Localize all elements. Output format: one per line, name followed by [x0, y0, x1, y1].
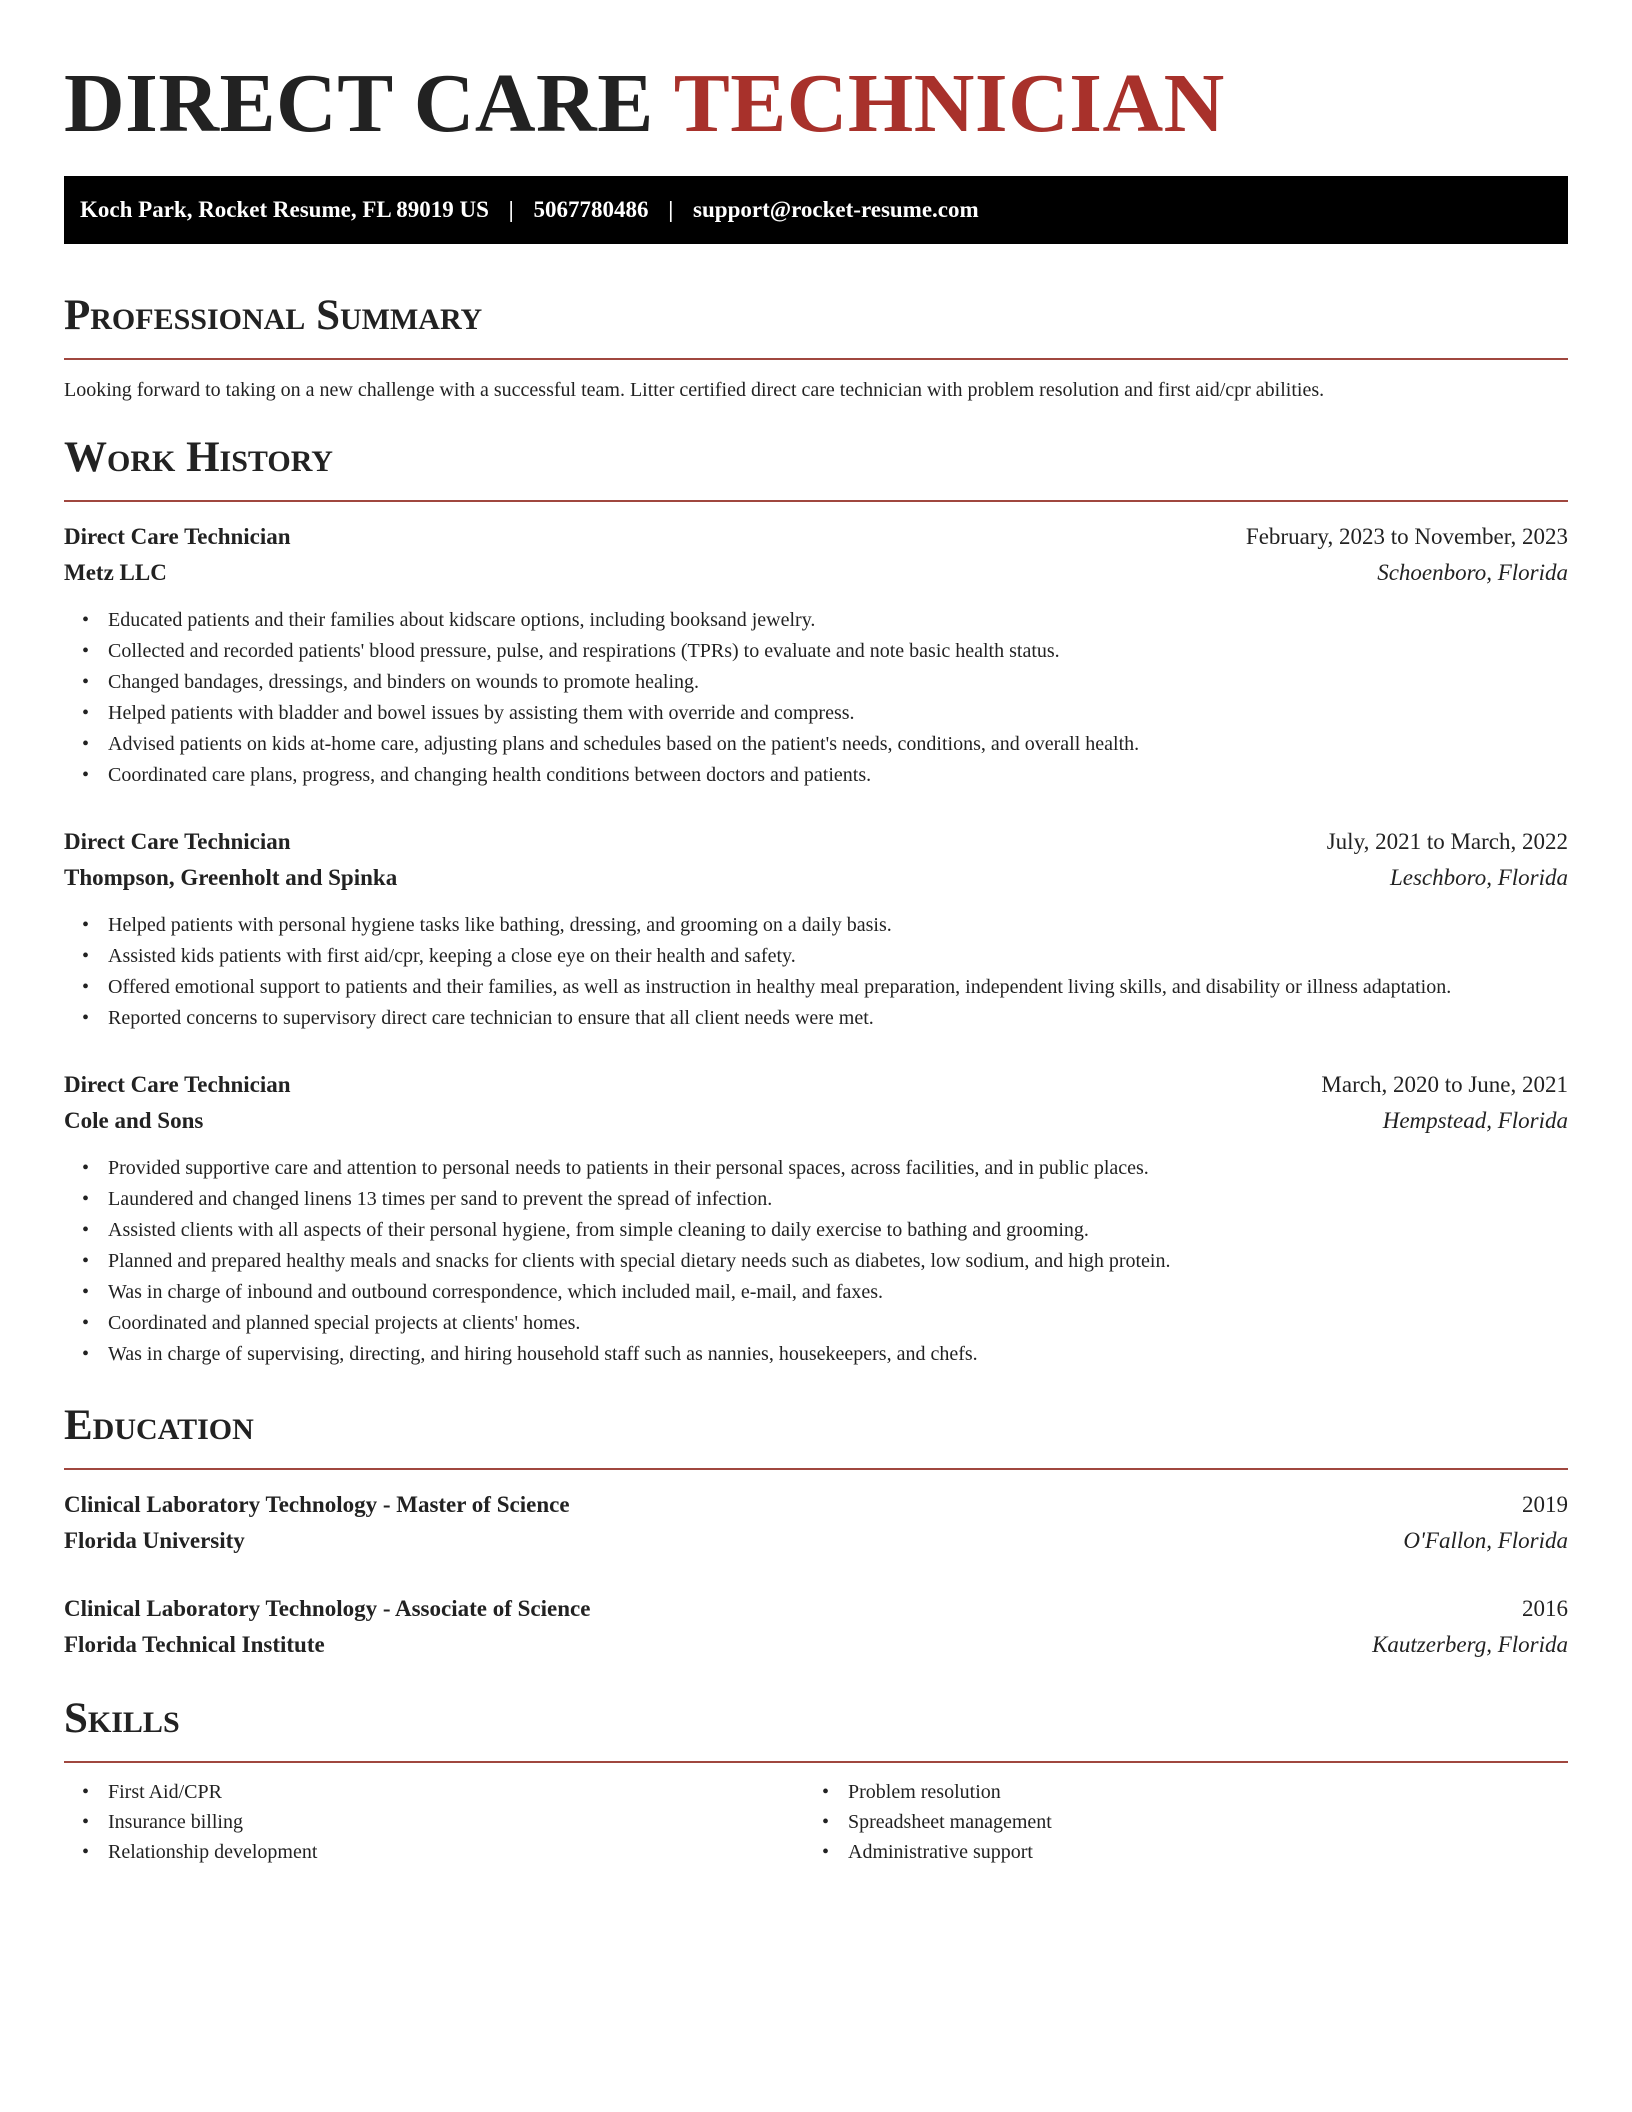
education-year: 2016	[1522, 1596, 1568, 1621]
list-item: • Reported concerns to supervisory direct care technician to ensure that all client needs were met.	[108, 1003, 1568, 1034]
title-part-2: TECHNICIAN	[673, 57, 1225, 150]
job-title: Direct Care Technician	[64, 829, 291, 854]
skills-column-left	[64, 1777, 804, 1867]
education-year: 2019	[1522, 1492, 1568, 1517]
education-heading: Education	[64, 1402, 254, 1449]
list-item: • Offered emotional support to patients and their families, as well as instruction in healthy meal preparation, independent living skills, and disability or illness adaptation.	[108, 972, 1568, 1003]
education-entry	[64, 1487, 1568, 1559]
job-dates: July, 2021 to March, 2022	[1326, 829, 1568, 854]
list-item: • Was in charge of supervising, directing, and hiring household staff such as nannies, housekeepers, and chefs.	[108, 1339, 1568, 1370]
list-item: • Educated patients and their families about kidscare options, including booksand jewelry.	[108, 605, 1568, 636]
job-entry	[64, 519, 1568, 791]
list-item: • Collected and recorded patients' blood pressure, pulse, and respirations (TPRs) to evaluate and note basic health status.	[108, 636, 1568, 667]
list-item: • Was in charge of inbound and outbound correspondence, which included mail, e-mail, and faxes.	[108, 1277, 1568, 1308]
education-location: O'Fallon, Florida	[1403, 1528, 1568, 1553]
job-bullets	[64, 605, 1568, 791]
education-degree: Clinical Laboratory Technology - Associate of Science	[64, 1596, 591, 1621]
work-history-heading: Work History	[64, 434, 333, 481]
skills-heading: Skills	[64, 1695, 180, 1742]
job-location: Leschboro, Florida	[1389, 865, 1568, 890]
section-divider	[64, 500, 1568, 502]
section-divider	[64, 1468, 1568, 1470]
list-item: • Helped patients with bladder and bowel issues by assisting them with override and compress.	[108, 698, 1568, 729]
contact-phone: 5067780486	[533, 197, 649, 222]
job-dates: February, 2023 to November, 2023	[1245, 524, 1568, 549]
education-degree: Clinical Laboratory Technology - Master of Science	[64, 1492, 570, 1517]
job-title: Direct Care Technician	[64, 1072, 291, 1097]
list-item: • Provided supportive care and attention to personal needs to patients in their personal spaces, across facilities, and in public places.	[108, 1153, 1568, 1184]
job-bullets	[64, 910, 1568, 1034]
skill-item: • Administrative support	[848, 1837, 1544, 1867]
job-location: Schoenboro, Florida	[1377, 560, 1568, 585]
list-item: • Helped patients with personal hygiene tasks like bathing, dressing, and grooming on a daily basis.	[108, 910, 1568, 941]
job-title: Direct Care Technician	[64, 524, 291, 549]
skills-grid	[64, 1777, 1568, 1867]
job-bullets	[64, 1153, 1568, 1370]
skill-item: • Problem resolution	[848, 1777, 1544, 1807]
job-company: Cole and Sons	[64, 1108, 204, 1133]
contact-separator: |	[668, 197, 674, 222]
skill-item: • Relationship development	[108, 1837, 804, 1867]
list-item: • Changed bandages, dressings, and binders on wounds to promote healing.	[108, 667, 1568, 698]
job-entry	[64, 824, 1568, 1034]
contact-bar	[64, 176, 1568, 244]
education-school: Florida University	[64, 1528, 245, 1553]
list-item: • Assisted kids patients with first aid/cpr, keeping a close eye on their health and safety.	[108, 941, 1568, 972]
skill-item: • Spreadsheet management	[848, 1807, 1544, 1837]
list-item: • Assisted clients with all aspects of their personal hygiene, from simple cleaning to daily exercise to bathing and grooming.	[108, 1215, 1568, 1246]
job-company: Metz LLC	[64, 560, 167, 585]
job-dates: March, 2020 to June, 2021	[1321, 1072, 1568, 1097]
contact-separator: |	[508, 197, 514, 222]
contact-address: Koch Park, Rocket Resume, FL 89019 US	[80, 197, 489, 222]
resume-title	[64, 0, 1568, 150]
skill-item: • Insurance billing	[108, 1807, 804, 1837]
contact-email: support@rocket-resume.com	[693, 197, 979, 222]
list-item: • Advised patients on kids at-home care, adjusting plans and schedules based on the patient's needs, conditions, and overall health.	[108, 729, 1568, 760]
section-divider	[64, 1761, 1568, 1763]
job-company: Thompson, Greenholt and Spinka	[64, 865, 398, 890]
education-location: Kautzerberg, Florida	[1372, 1632, 1568, 1657]
education-entry	[64, 1591, 1568, 1663]
list-item: • Planned and prepared healthy meals and snacks for clients with special dietary needs such as diabetes, low sodium, and high protein.	[108, 1246, 1568, 1277]
job-entry	[64, 1067, 1568, 1370]
summary-heading: Professional Summary	[64, 292, 483, 339]
summary-text: Looking forward to taking on a new challenge with a successful team. Litter certified direct care technician with problem resolution and first aid/cpr abilities.	[64, 379, 1325, 401]
job-location: Hempstead, Florida	[1382, 1108, 1568, 1133]
skills-column-right	[804, 1777, 1544, 1867]
list-item: • Laundered and changed linens 13 times per sand to prevent the spread of infection.	[108, 1184, 1568, 1215]
section-divider	[64, 358, 1568, 360]
list-item: • Coordinated care plans, progress, and changing health conditions between doctors and patients.	[108, 760, 1568, 791]
education-school: Florida Technical Institute	[64, 1632, 325, 1657]
skill-item: • First Aid/CPR	[108, 1777, 804, 1807]
list-item: • Coordinated and planned special projects at clients' homes.	[108, 1308, 1568, 1339]
title-part-1: DIRECT CARE	[64, 57, 654, 150]
